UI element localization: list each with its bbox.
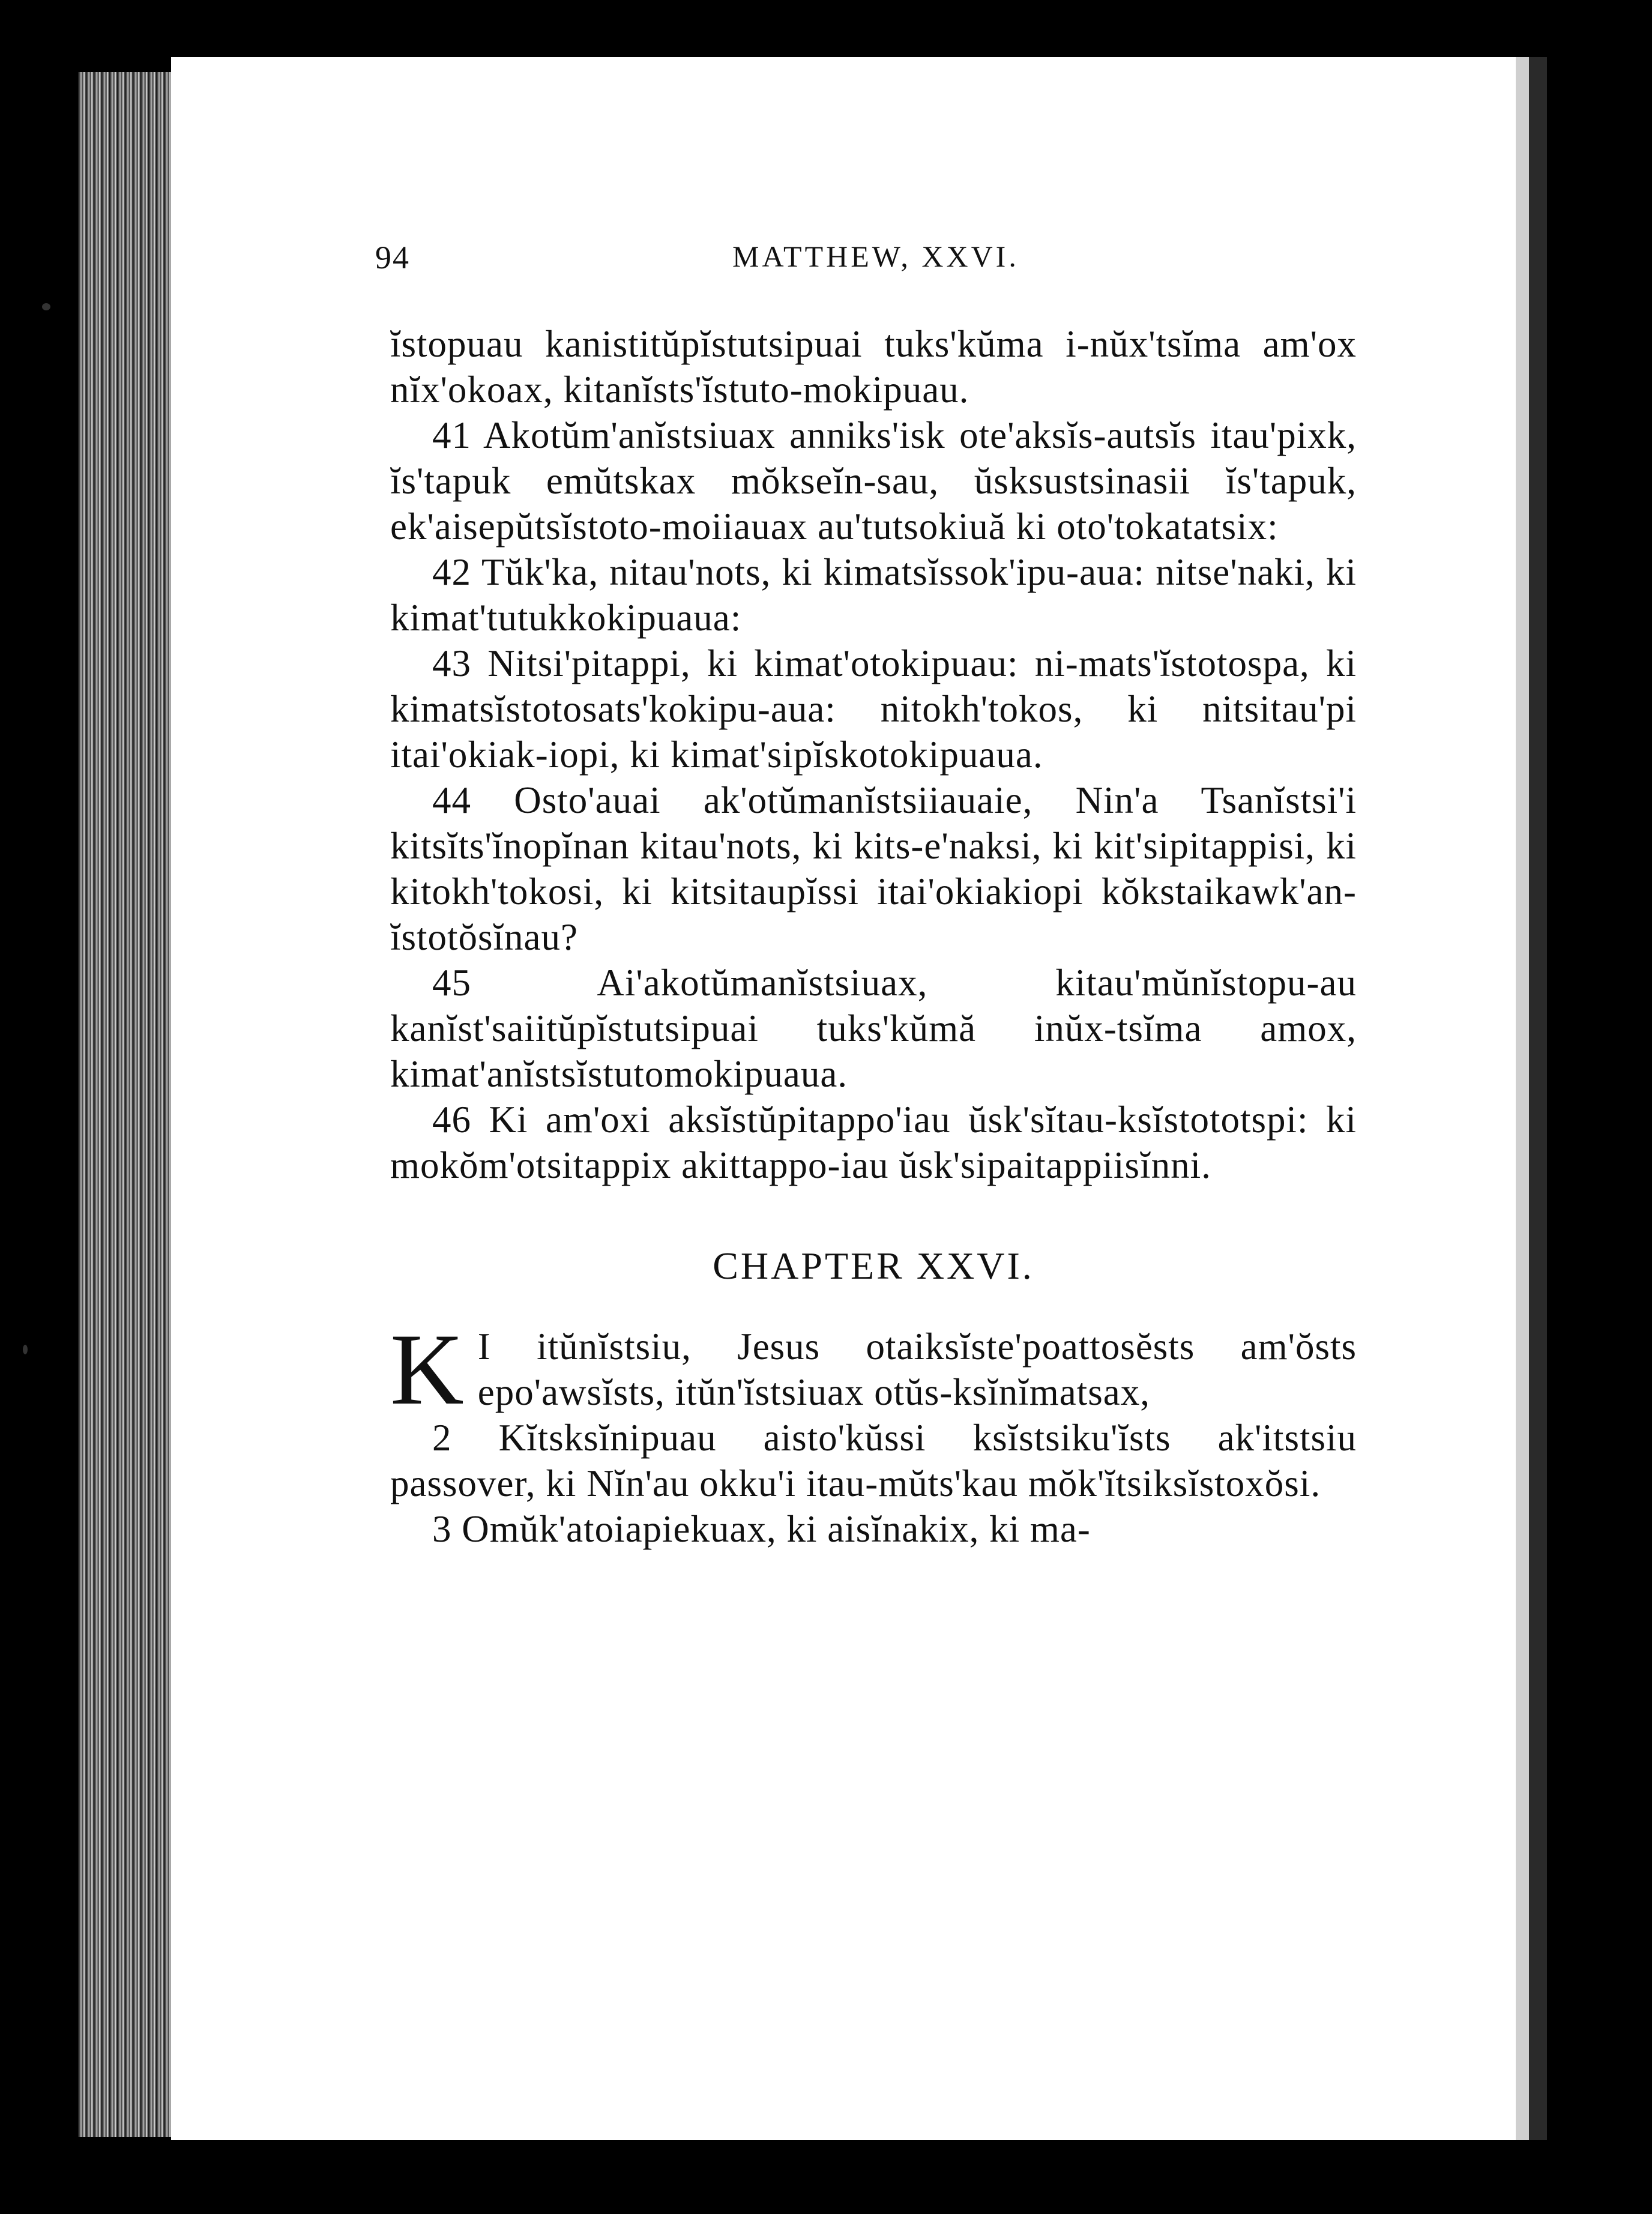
page-number: 94 (375, 240, 410, 276)
verse-3: 3 Omŭk'atoiapiekuax, ki aisĭnakix, ki ma- (432, 1508, 1091, 1550)
verse-44: 44 Osto'auai ak'otŭmanĭstsiiauaie, Nin'a Tsanĭstsi'i kitsĭts'ĭnopĭnan kitau'nots, ki kits-e'naksi, ki kit'sipitappisi, ki kitokh'tokosi, ki kitsitaupĭssi itai'okiakiopi kŏkstaikawk'an-ĭstotŏsĭnau? (390, 779, 1357, 958)
page-right-edge (1516, 57, 1529, 2140)
running-title: MATTHEW, XXVI. (732, 240, 1019, 273)
verse-46: 46 Ki am'oxi aksĭstŭpitappo'iau ŭsk'sĭtau-ksĭstototspi: ki mokŏm'otsitappix akittappo-iau ŭsk'sipaitappiisĭnni. (390, 1099, 1357, 1186)
verse-2: 2 Kĭtsksĭnipuau aisto'kŭssi ksĭstsiku'ĭsts ak'itstsiu passover, ki Nĭn'au okku'i itau-mŭts'kau mŏk'ĭtsiksĭstoxŏsi. (390, 1417, 1357, 1504)
chapter-heading: CHAPTER XXVI. (713, 1244, 1034, 1287)
scan-speck (23, 1345, 28, 1354)
verse-42: 42 Tŭk'ka, nitau'nots, ki kimatsĭssok'ipu-aua: nitse'naki, ki kimat'tutukkokipuaua: (390, 551, 1357, 639)
book-page-edges (78, 72, 171, 2137)
scan-speck (42, 303, 50, 310)
verse-1 (390, 1313, 1357, 1426)
verse-43: 43 Nitsi'pitappi, ki kimat'otokipuau: ni-mats'ĭstotospa, ki kimatsĭstotosats'kokipu-aua: nitokh'tokos, ki nitsitau'pi itai'okiak-iopi, ki kimat'sipĭskotokipuaua. (390, 642, 1357, 776)
drop-cap: K (390, 1313, 465, 1426)
verse-41: 41 Akotŭm'anĭstsiuax anniks'isk ote'aksĭs-autsĭs itau'pixk, ĭs'tapuk emŭtskax mŏkseĭn-sau, ŭsksustsinasii ĭs'tapuk, ek'aisepŭtsĭstoto-moiiauax au'tutsokiuă ki oto'tokatatsix: (390, 414, 1357, 547)
page-header (204, 239, 1369, 287)
verse-45: 45 Ai'akotŭmanĭstsiuax, kitau'mŭnĭstopu-au kanĭst'saiitŭpĭstutsipuai tuks'kŭmă inŭx-tsĭma amox, kimat'anĭstsĭstutomokipuaua. (390, 962, 1357, 1095)
page-right-shadow (1529, 57, 1547, 2140)
body-text (390, 321, 1357, 1552)
paragraph: ĭstopuau kanistitŭpĭstutsipuai tuks'kŭma i-nŭx'tsĭma am'ox nĭx'okoax, kitanĭsts'ĭstuto-mokipuau. (390, 323, 1357, 411)
verse-1-text: I itŭnĭstsiu, Jesus otaiksĭste'poattosĕsts am'ŏsts epo'awsĭsts, itŭn'ĭstsiuax otŭs-ksĭnĭmatsax, (477, 1326, 1357, 1413)
